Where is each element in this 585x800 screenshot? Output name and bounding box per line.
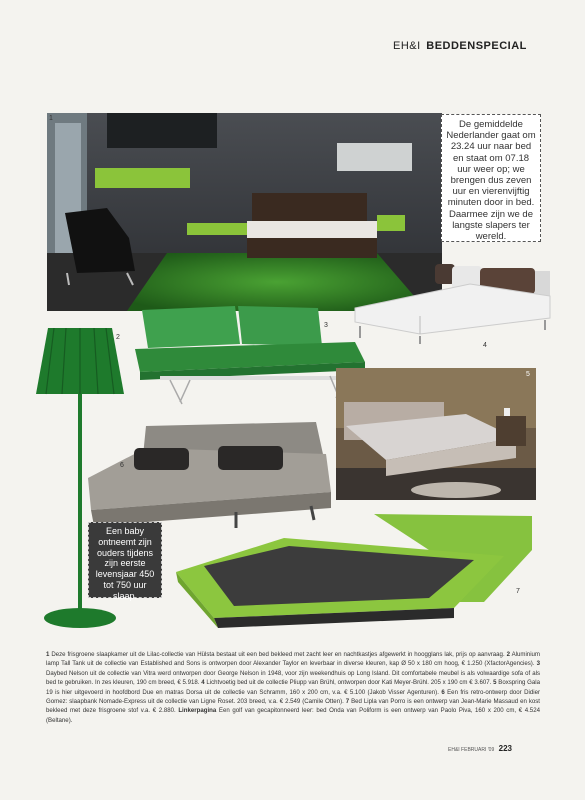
caption-text-7: Bed Lipla van Porro is een ontwerp van Jean-Marie Massaud en kost bekleed met deze frisgroene stof v.a. € 2.880. xyxy=(46,698,540,715)
photo-number-7: 7 xyxy=(516,588,520,595)
caption-text-2: Aluminium lamp Tall Tank uit de collectie van Established and Sons is ontworpen door Alexander Taylor en leverbaar in diverse kleuren, kap Ø 50 x 180 cm hoog, € 1.250 (XfactorAgencies). xyxy=(46,651,541,668)
caption-num-4: 4 xyxy=(201,679,205,687)
page-number: 223 xyxy=(498,744,512,753)
quote-box: De gemiddelde Nederlander gaat om 23.24 uur naar bed en staat om 07.18 uur weer op; we brengen dus zeven uur en vierenvijftig minuten door in bed. Daarmee zijn we de langste slapers ter wereld. xyxy=(441,114,541,242)
caption-num-6: 6 xyxy=(441,688,445,696)
caption-text-6: Een fris retro-ontwerp door Didier Gomez: slaapbank Nomade-Express uit de collectie van Ligne Roset. 203 breed, v.a. € 2.549 (Camile Otten). xyxy=(46,688,540,706)
caption-num-5: 5 xyxy=(493,679,497,687)
photo-number-4: 4 xyxy=(483,342,487,348)
callout-box: Een baby ontneemt zijn ouders tijdens zijn eerste levensjaar 450 tot 750 uur slaap. xyxy=(88,522,162,598)
photo-number-1: 1 xyxy=(49,115,53,122)
caption-text-5: Boxspring Gala 19 is hier uitgevoerd in hoofdbord Due en matras Dorsa uit de collectie van Schramm, 160 x 200 cm, v.a. € 5.100 (Jakob Visser Agenturen). xyxy=(46,679,540,696)
caption-left-text: Een golf van gecapitonneerd leer: bed Onda van Poliform is een ontwerp van Paolo Piva, 160 x 200 cm, € 4.524 (Beltane). xyxy=(46,707,540,724)
caption-num-7: 7 xyxy=(345,698,350,706)
page-footer xyxy=(448,744,512,753)
caption-num-3: 3 xyxy=(536,660,540,668)
photo-white-bed xyxy=(350,256,556,348)
caption-block xyxy=(46,650,540,725)
photo-daybed xyxy=(130,304,370,412)
section-title: BEDDENSPECIAL xyxy=(426,40,527,52)
photo-number-2: 2 xyxy=(116,334,120,341)
caption-text-1: Deze frisgroene slaapkamer uit de Lilac-collectie van Hülsta bestaat uit een bed bekleed met zacht leer en nachtkastjes afgewerkt in hoogglans lak, prijs op aanvraag. xyxy=(51,651,505,658)
photo-number-5: 5 xyxy=(526,371,530,378)
photo-number-6: 6 xyxy=(120,462,124,469)
photo-number-3: 3 xyxy=(324,322,328,329)
caption-text-3: Daybed Nelson uit de collectie van Vitra werd ontworpen door George Nelson in 1948, voor zijn weekendhuis op Long Island. Dit comfortabele meubel is als volwaardige sofa of als bed te gebruiken. In zes kleuren, 190 cm breed, € 5.918. xyxy=(46,669,540,687)
caption-num-2: 2 xyxy=(506,651,510,658)
photo-green-bed xyxy=(174,510,534,634)
footer-issue: EH&I FEBRUARI '09 xyxy=(448,747,495,753)
caption-num-1: 1 xyxy=(46,651,50,658)
section-header xyxy=(393,40,527,52)
photo-boxspring xyxy=(336,368,536,500)
caption-text-4: Lichtvoetig bed uit de collectie Pliupp van Brühl, ontworpen door Kati Meyer-Brühl. 205 x 190 cm € 3.607. xyxy=(206,679,492,687)
magazine-brand: EH&I xyxy=(393,40,421,52)
caption-left-label: Linkerpagina xyxy=(178,707,217,715)
